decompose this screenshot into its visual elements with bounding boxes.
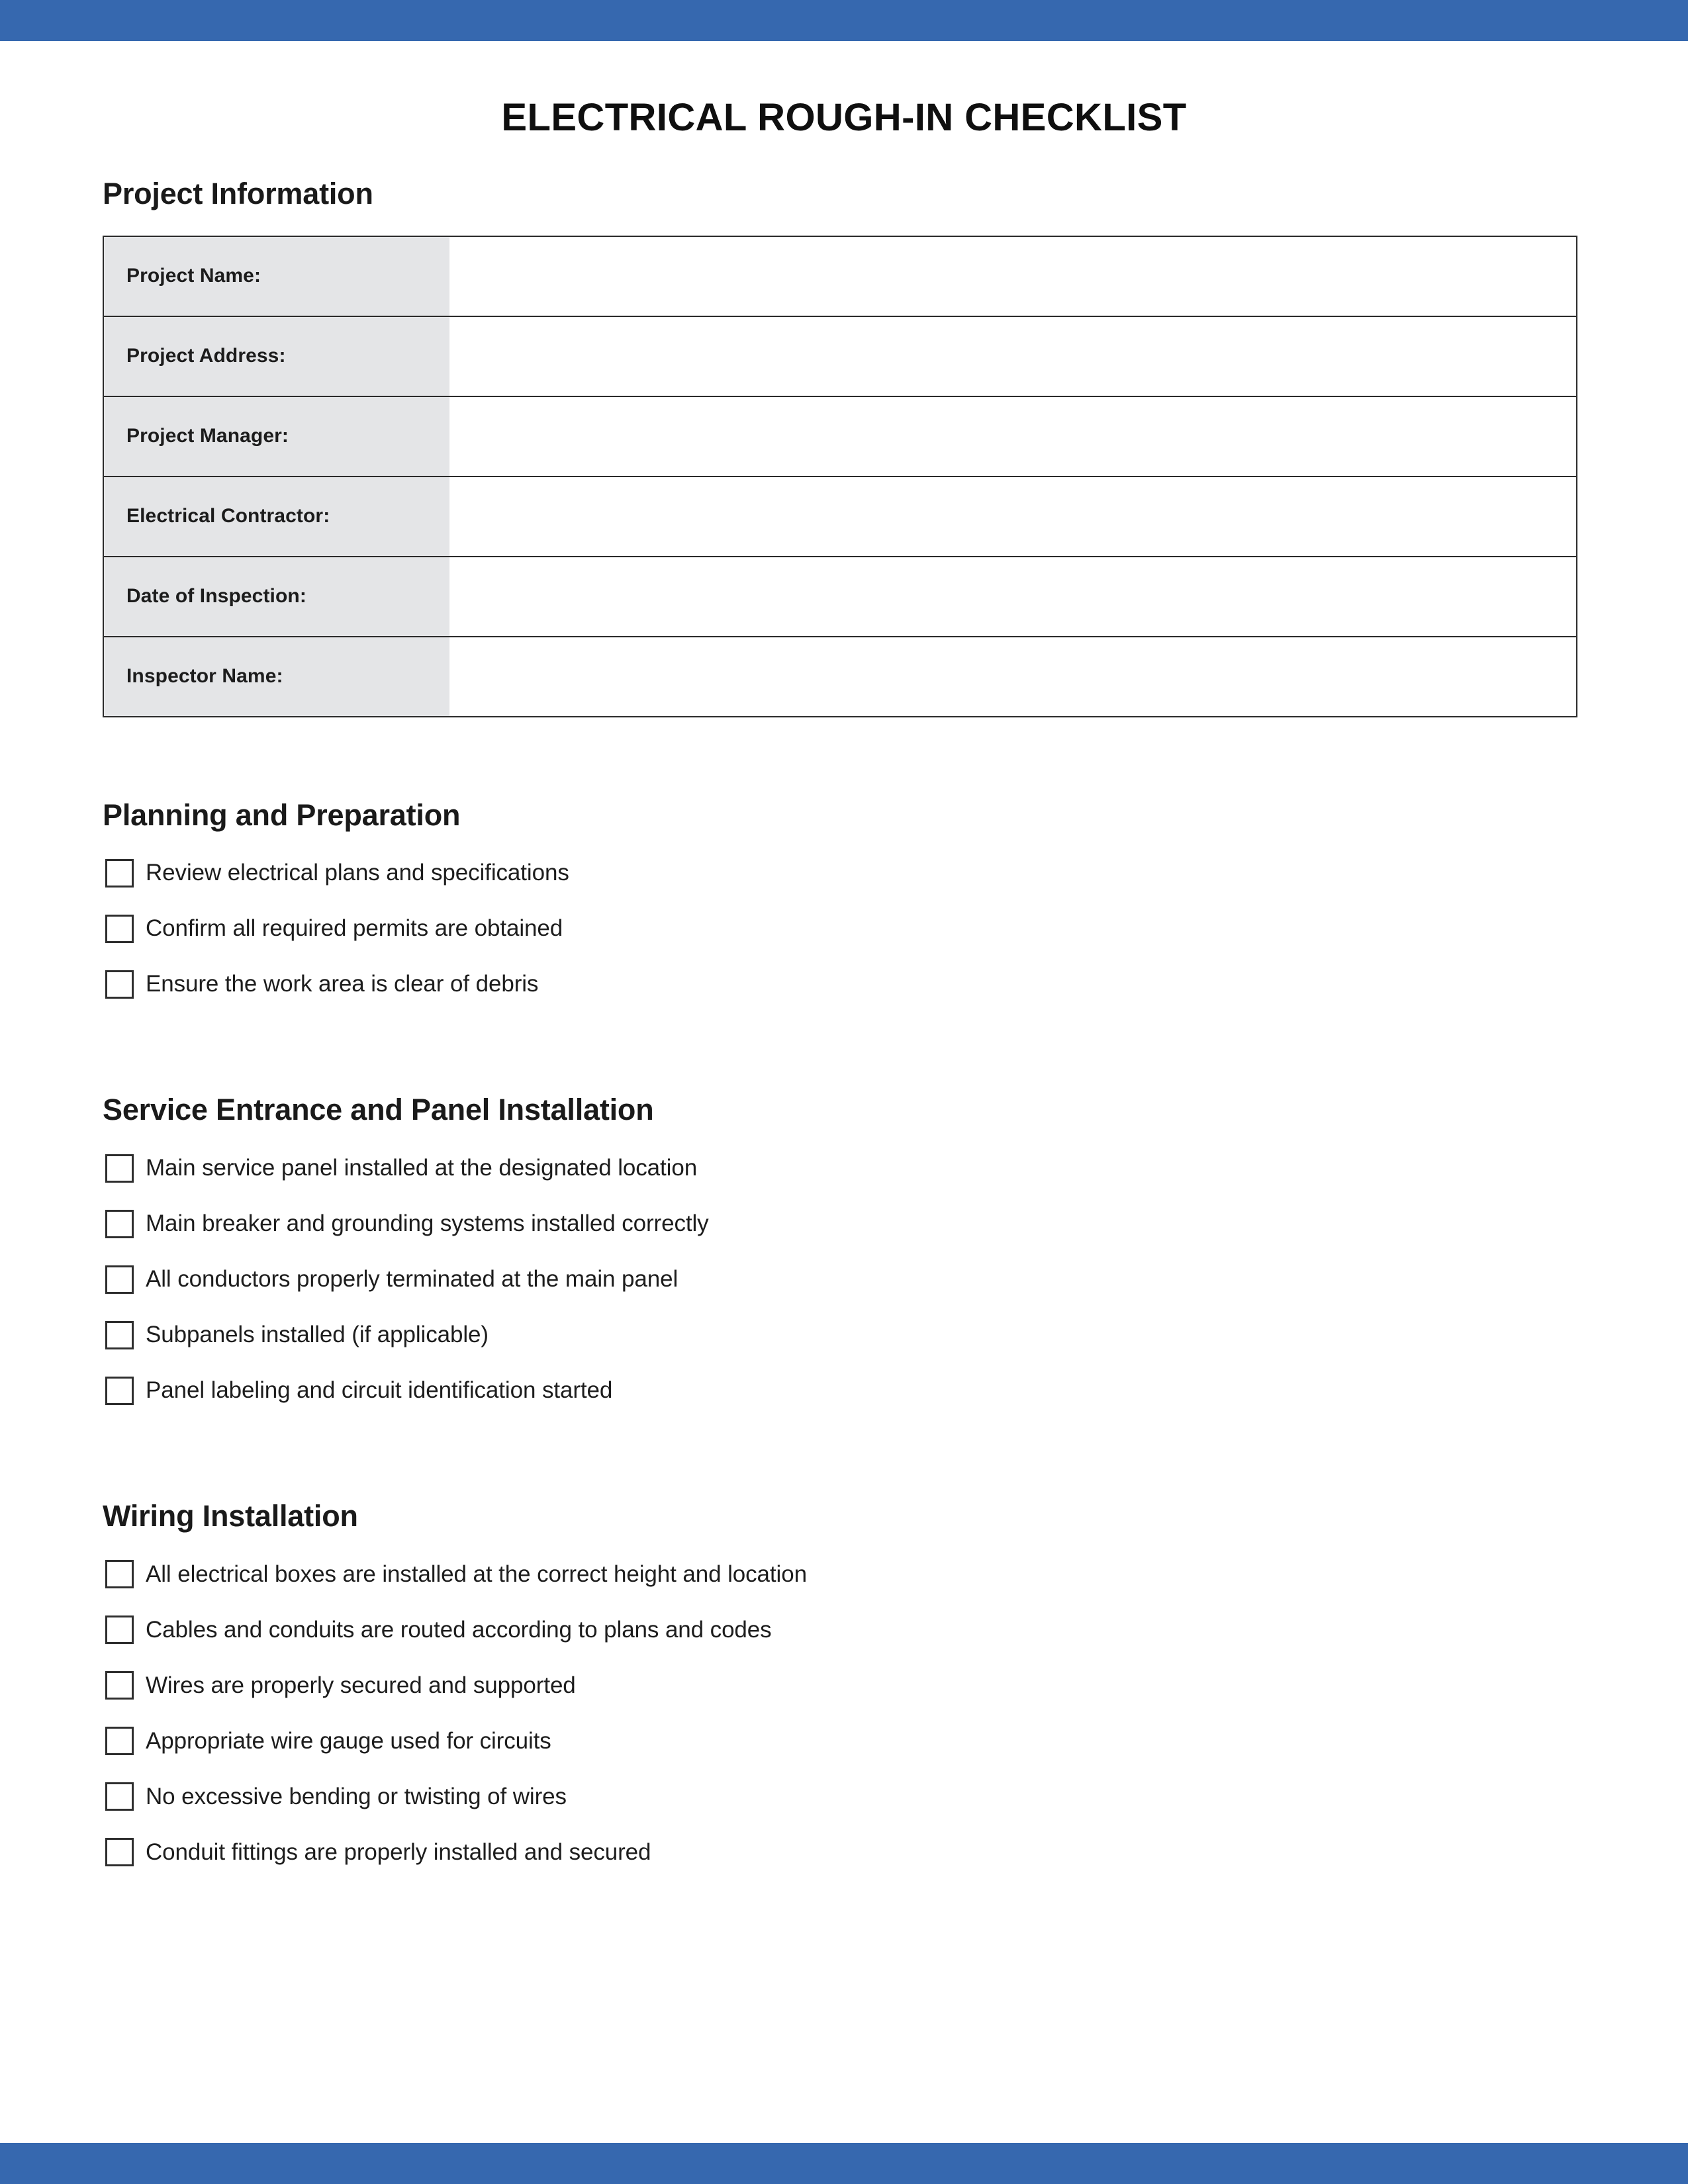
checklist-wiring-installation [103,1547,1585,1880]
checklist-item-label: Main breaker and grounding systems installed correctly [146,1210,709,1237]
section-service-entrance-and-panel-installation [103,1012,1585,1418]
list-item[interactable] [103,1658,1585,1713]
list-item[interactable] [103,1769,1585,1825]
page-title: ELECTRICAL ROUGH-IN CHECKLIST [501,96,1187,139]
checklist-item-label: Cables and conduits are routed according to plans and codes [146,1616,772,1643]
checkbox-icon[interactable] [105,1838,134,1866]
list-item[interactable] [103,1547,1585,1602]
list-item[interactable] [103,1196,1585,1251]
checkbox-icon[interactable] [105,1671,134,1700]
field-value-text [472,585,1576,608]
list-item[interactable] [103,1713,1585,1769]
checklist-item-label: Subpanels installed (if applicable) [146,1322,489,1348]
field-label-inspector-name: Inspector Name: [103,637,449,717]
field-value-project-manager[interactable] [449,396,1577,477]
table-row [103,637,1577,717]
checklist-item-label: All electrical boxes are installed at the correct height and location [146,1561,807,1587]
checkbox-icon[interactable] [105,1265,134,1294]
checklist-item-label: Panel labeling and circuit identification started [146,1377,613,1404]
field-value-text [472,265,1576,287]
field-value-text [472,345,1576,367]
project-information-heading: Project Information [103,176,373,210]
table-row [103,236,1577,316]
checkbox-icon[interactable] [105,1154,134,1183]
checklist-item-label: Appropriate wire gauge used for circuits [146,1727,551,1754]
footer-accent-bar [0,2143,1688,2184]
checklist-item-label: Main service panel installed at the designated location [146,1155,698,1181]
list-item[interactable] [103,1363,1585,1418]
checkbox-icon[interactable] [105,915,134,943]
checklist-planning-and-preparation [103,845,1585,1012]
field-value-date-of-inspection[interactable] [449,557,1577,637]
field-label-project-manager: Project Manager: [103,396,449,477]
field-label-project-name: Project Name: [103,236,449,316]
checkbox-icon[interactable] [105,859,134,887]
checklist-item-label: All conductors properly terminated at the main panel [146,1266,679,1293]
field-label-date-of-inspection: Date of Inspection: [103,557,449,637]
checklist-item-label: Wires are properly secured and supported [146,1672,576,1698]
checkbox-icon[interactable] [105,1782,134,1811]
checklist-service-entrance-and-panel-installation [103,1140,1585,1418]
checkbox-icon[interactable] [105,1615,134,1644]
list-item[interactable] [103,1825,1585,1880]
section-heading-service-entrance-and-panel-installation: Service Entrance and Panel Installation [103,1093,654,1127]
table-row [103,557,1577,637]
field-value-inspector-name[interactable] [449,637,1577,717]
checklist-item-label: Confirm all required permits are obtained [146,915,563,942]
table-row [103,477,1577,557]
checklist-item-label: Ensure the work area is clear of debris [146,971,539,997]
checkbox-icon[interactable] [105,1321,134,1349]
list-item[interactable] [103,1140,1585,1196]
field-value-text [472,665,1576,688]
section-heading-wiring-installation: Wiring Installation [103,1499,358,1533]
checkbox-icon[interactable] [105,1377,134,1405]
checklist-item-label: Conduit fittings are properly installed and secured [146,1839,651,1865]
document-content [103,41,1585,1880]
checkbox-icon[interactable] [105,1210,134,1238]
field-value-project-name[interactable] [449,236,1577,316]
list-item[interactable] [103,956,1585,1012]
field-value-electrical-contractor[interactable] [449,477,1577,557]
field-value-text [472,505,1576,527]
project-information-table-body [103,236,1577,717]
field-label-project-address: Project Address: [103,316,449,396]
table-row [103,396,1577,477]
list-item[interactable] [103,901,1585,956]
field-value-project-address[interactable] [449,316,1577,396]
checkbox-icon[interactable] [105,1727,134,1755]
table-row [103,316,1577,396]
checklist-item-label: No excessive bending or twisting of wires [146,1783,567,1809]
list-item[interactable] [103,1307,1585,1363]
field-value-text [472,425,1576,447]
section-heading-planning-and-preparation: Planning and Preparation [103,797,461,832]
project-information-table [103,236,1577,717]
field-label-electrical-contractor: Electrical Contractor: [103,477,449,557]
list-item[interactable] [103,1602,1585,1658]
checkbox-icon[interactable] [105,970,134,999]
list-item[interactable] [103,1251,1585,1307]
checklist-item-label: Review electrical plans and specifications [146,860,569,886]
list-item[interactable] [103,845,1585,901]
checkbox-icon[interactable] [105,1560,134,1588]
section-planning-and-preparation [103,717,1585,1013]
header-accent-bar [0,0,1688,41]
section-wiring-installation [103,1418,1585,1880]
